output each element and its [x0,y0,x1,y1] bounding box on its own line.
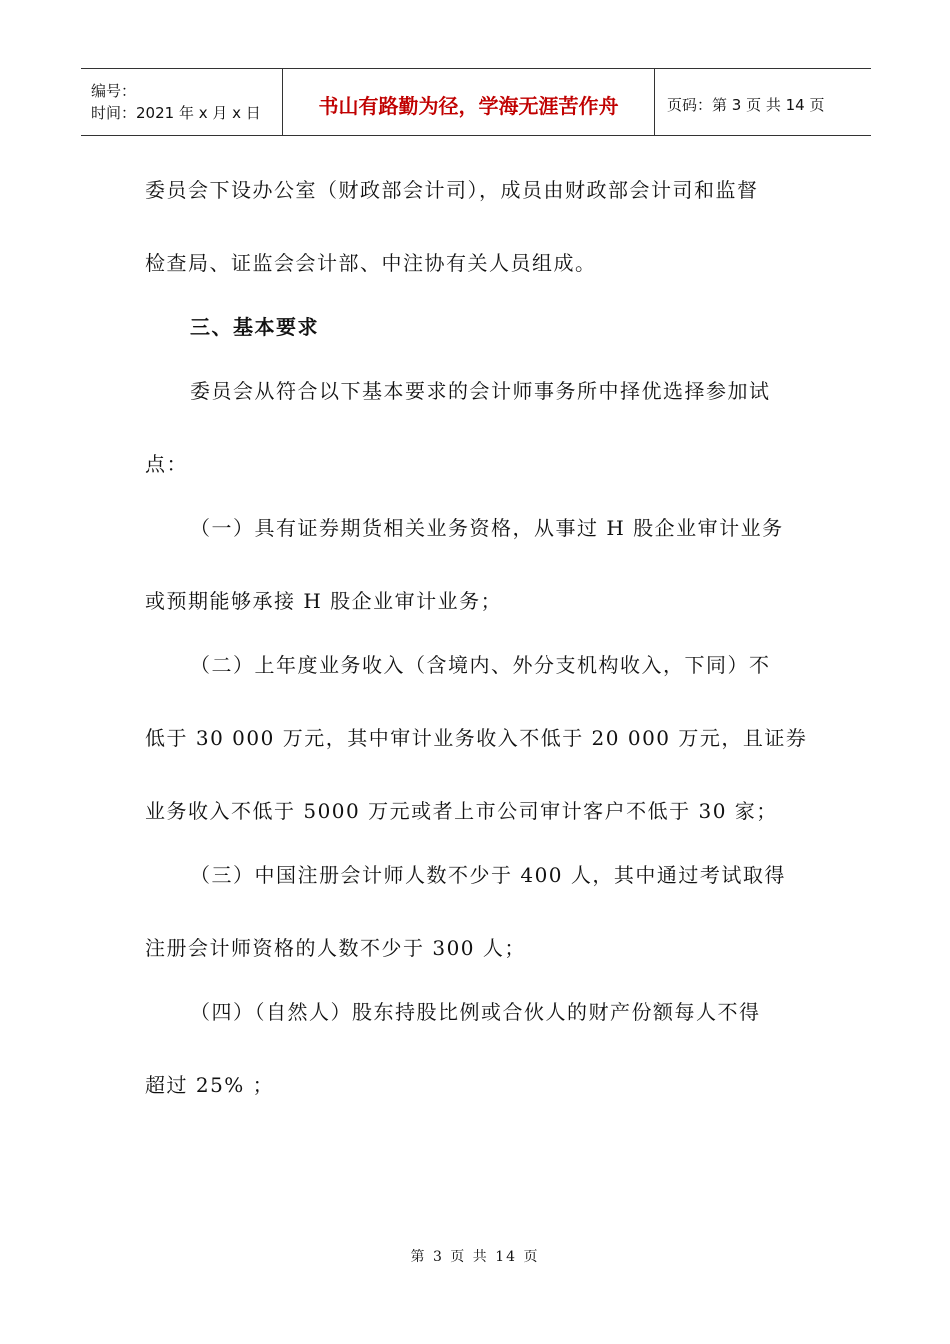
header-motto [282,69,655,135]
page-number: 页码：第 3 页 共 14 页 [667,95,825,114]
list-item-line: （一）具有证券期货相关业务资格，从事过 H 股企业审计业务 [190,516,784,540]
list-item-line: 或预期能够承接 H 股企业审计业务； [145,589,503,613]
paragraph-line: 委员会下设办公室（财政部会计司），成员由财政部会计司和监督 [145,178,759,202]
doc-date: 时间：2021 年 x 月 x 日 [91,104,261,122]
list-item-line: 业务收入不低于 5000 万元或者上市公司审计客户不低于 30 家； [145,799,778,823]
header-table [81,68,871,136]
paragraph-line: 检查局、证监会会计部、中注协有关人员组成。 [145,251,597,275]
page-footer: 第 3 页 共 14 页 [410,1249,540,1265]
list-item-line: （四）（自然人）股东持股比例或合伙人的财产份额每人不得 [190,1000,761,1024]
list-item-line: 超过 25% ； [145,1073,275,1097]
list-item-line: （二）上年度业务收入（含境内、外分支机构收入，下同）不 [190,653,771,677]
paragraph-line: 点： [145,452,188,476]
list-item-line: （三）中国注册会计师人数不少于 400 人，其中通过考试取得 [190,863,786,887]
section-heading: 三、基本要求 [190,315,319,339]
list-item-line: 低于 30 000 万元，其中审计业务收入不低于 20 000 万元，且证券 [145,726,808,750]
header-meta [81,69,282,135]
list-item-line: 注册会计师资格的人数不少于 300 人； [145,936,526,960]
motto-text: 书山有路勤为径，学海无涯苦作舟 [318,93,619,118]
doc-number: 编号： [91,82,137,100]
header-page-info [655,69,871,135]
paragraph-line: 委员会从符合以下基本要求的会计师事务所中择优选择参加试 [190,379,771,403]
